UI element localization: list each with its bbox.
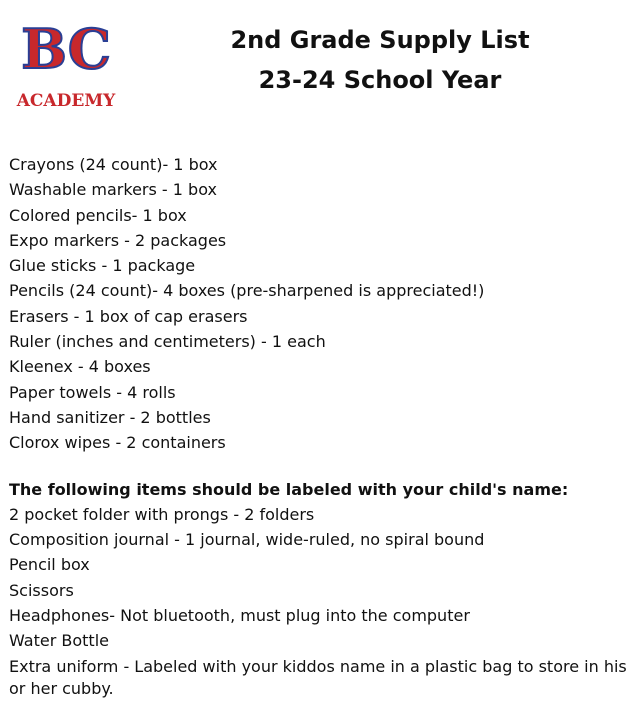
list-item: Paper towels - 4 rolls: [9, 382, 176, 402]
labeled-items-heading: The following items should be labeled with your child's name:: [9, 479, 569, 499]
list-item: Erasers - 1 box of cap erasers: [9, 306, 248, 326]
list-item: Expo markers - 2 packages: [9, 230, 227, 250]
list-item: Kleenex - 4 boxes: [9, 357, 151, 377]
list-item: 2 pocket folder with prongs - 2 folders: [9, 504, 315, 524]
list-item: Scissors: [9, 580, 74, 600]
list-item: Clorox wipes - 2 containers: [9, 433, 226, 453]
list-item: Washable markers - 1 box: [9, 180, 217, 200]
list-item: Crayons (24 count)- 1 box: [9, 155, 218, 174]
title-line-2: 23-24 School Year: [258, 66, 502, 94]
list-item: Ruler (inches and centimeters) - 1 each: [9, 332, 326, 352]
list-item: Pencils (24 count)- 4 boxes (pre-sharpened is appreciated!): [9, 281, 485, 301]
list-item: Headphones- Not bluetooth, must plug into the computer: [9, 606, 470, 626]
bc-academy-logo: [14, 6, 118, 112]
list-item: Pencil box: [9, 555, 90, 575]
list-item: Composition journal - 1 journal, wide-ruled, no spiral bound: [9, 530, 485, 550]
list-item: Extra uniform - Labeled with your kiddos name in a plastic bag to store in his or her cubby.: [9, 656, 627, 698]
list-item: Glue sticks - 1 package: [9, 256, 196, 276]
logo-letters: BC: [21, 17, 111, 81]
list-item: Colored pencils- 1 box: [9, 205, 187, 225]
list-item: Water Bottle: [9, 631, 109, 651]
logo-text: ACADEMY: [16, 91, 116, 111]
list-item: Hand sanitizer - 2 bottles: [9, 407, 211, 427]
title-line-1: 2nd Grade Supply List: [230, 26, 530, 54]
supply-list: [9, 152, 629, 700]
